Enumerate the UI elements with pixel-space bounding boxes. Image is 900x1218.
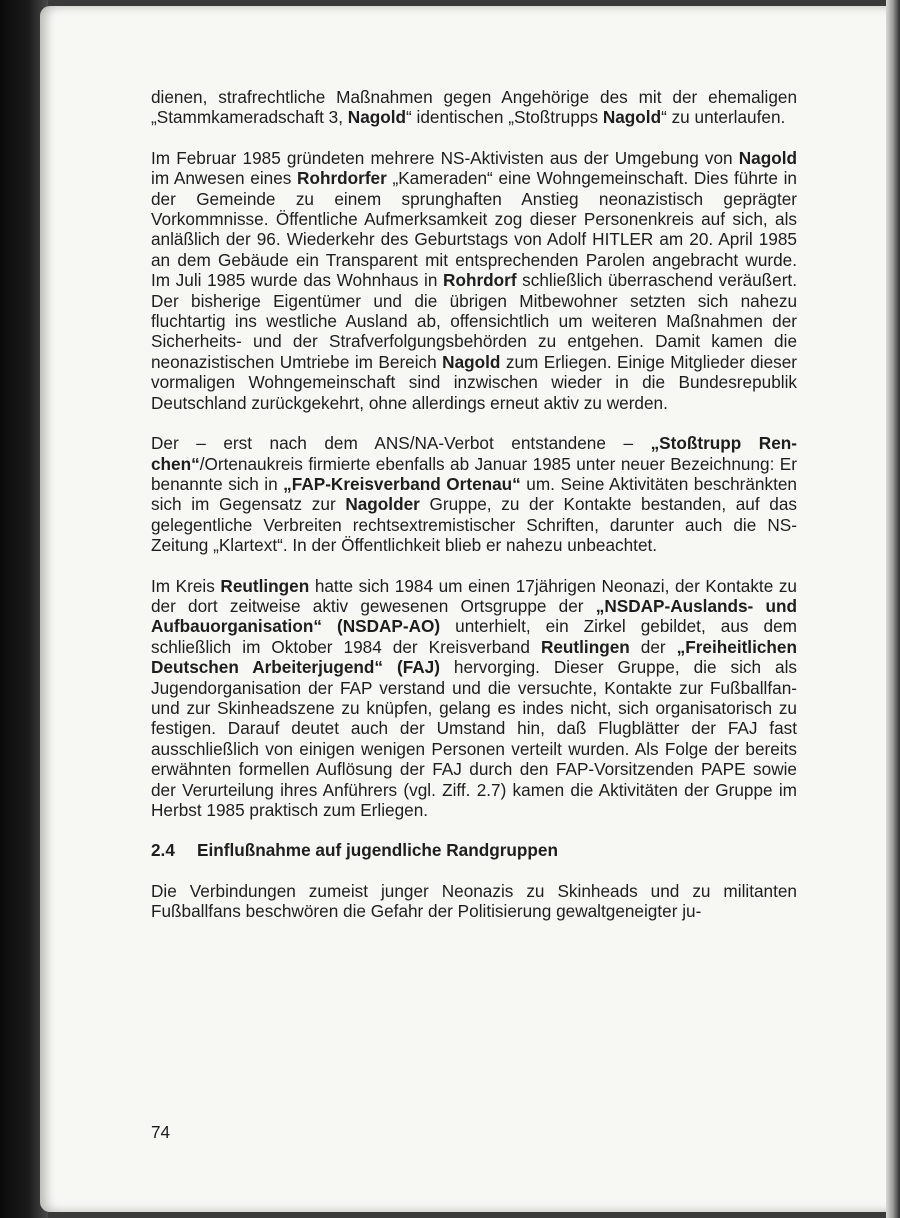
text-run: zum Erliegen. Einige Mitglieder dieser vormaligen Wohngemeinschaft sind inzwischen wieder in die Bundesrepublik Deutschland zurückgekehrt, ohne allerdings erneut aktiv zu werden.: [151, 351, 798, 413]
bold-run: Nagold: [347, 107, 407, 128]
page-number: 74: [151, 1122, 171, 1142]
page-text: [151, 87, 797, 942]
text-run: Die Verbindungen zumeist junger Neonazis zu Skinheads und zu militanten Fußballfans beschwören die Gefahr der Politisierung gewaltgeneigter ju-: [151, 880, 797, 922]
paragraph-2: [151, 148, 797, 413]
section-heading: [151, 840, 797, 860]
text-run: Der – erst nach dem ANS/NA-Verbot entstandene –: [151, 433, 651, 454]
paragraph-5: [151, 881, 797, 922]
text-run: Im Kreis: [151, 575, 221, 596]
text-run: dienen, strafrechtliche Maßnahmen gegen Angehörige des mit der ehemaligen „Stammkameradschaft 3,: [151, 87, 797, 128]
bold-run: Nagold: [442, 351, 501, 372]
text-run: “ identischen „Stoßtrupps: [406, 107, 603, 128]
bold-run: Rohrdorfer: [297, 168, 387, 189]
text-run: unterhielt, ein Zirkel gebildet, aus dem schließlich im Oktober 1984 der Kreisverband: [151, 616, 797, 657]
paragraph-1: [151, 87, 797, 128]
bold-run: „Stoßtrupp Renchen“: [151, 433, 797, 474]
text-run: schließlich überraschend veräußert. Der bisherige Eigentümer und die übrigen Mitbewohner setzten sich nahezu fluchtartig ins westliche Ausland ab, offensichtlich um weiteren Maßnahmen der Sicherheits- und der Strafverfolgungsbehörden zu entgehen. Damit kamen die neonazistischen Umtriebe im Bereich: [151, 270, 797, 372]
paragraph-3: [151, 433, 797, 555]
bold-run: Nagold: [602, 107, 662, 128]
text-run: /Ortenaukreis firmierte ebenfalls ab Januar 1985 unter neuer Bezeichnung: Er benannte sich in: [151, 453, 797, 494]
text-run: um. Seine Aktivitäten beschränkten sich im Gegensatz zur: [151, 473, 797, 515]
bold-run: Nagold: [738, 147, 797, 168]
paragraph-4: [151, 576, 797, 821]
bold-run: „Freiheitlichen Deutschen Arbeiterjugend“ (FAJ): [151, 636, 797, 678]
section-number: 2.4: [151, 840, 175, 861]
text-run: Im Februar 1985 gründeten mehrere NS-Aktivisten aus der Umgebung von: [151, 147, 739, 168]
bold-run: Reutlingen: [220, 575, 310, 596]
text-run: Gruppe, zu der Kontakte bestanden, auf das gelegentliche Verbreiten rechtsextremistischer Schriften, darunter auch die NS-Zeitung „Klartext“. In der Öffentlichkeit blieb er nahezu unbeachtet.: [151, 494, 798, 556]
text-run: im Anwesen eines: [151, 168, 298, 189]
bold-run: „FAP-Kreisverband Ortenau“: [283, 473, 521, 494]
bold-run: Nagolder: [345, 494, 420, 515]
text-run: der: [629, 636, 677, 657]
bold-run: Reutlingen: [540, 636, 630, 657]
text-run: “ zu unterlaufen.: [661, 107, 786, 128]
page-edge: [886, 0, 900, 1218]
text-run: „Kameraden“ eine Wohngemeinschaft. Dies führte in der Gemeinde zu einem sprunghaften Anstieg neonazistisch geprägter Vorkommnisse. Öffentliche Aufmerksamkeit zog dieser Personenkreis auf sich, als anläßlich der 96. Wiederkehr des Geburtstags von Adolf HITLER am 20. April 1985 an dem Gebäude ein Transparent mit entsprechenden Parolen angebracht wurde. Im Juli 1985 wurde das Wohnhaus in: [151, 168, 797, 291]
bold-run: „NSDAP-Auslands- und Aufbauorganisation“ (NSDAP-AO): [151, 595, 797, 637]
text-run: hervorging. Dieser Gruppe, die sich als Jugendorganisation der FAP verstand und die versuchte, Kontakte zur Fußballfan- und zur Skinheadszene zu knüpfen, gelang es indes nicht, sich organisatorisch zu festigen. Darauf deutet auch der Umstand hin, daß Flugblätter der FAJ fast ausschließlich von einigen wenigen Personen verteilt wurden. Als Folge der bereits erwähnten formellen Auflösung der FAJ durch den FAP-Vorsitzenden PAPE sowie der Verurteilung ihres Anführers (vgl. Ziff. 2.7) kamen die Aktivitäten der Gruppe im Herbst 1985 praktisch zum Erliegen.: [151, 657, 797, 820]
bold-run: Rohrdorf: [443, 270, 517, 291]
text-run: hatte sich 1984 um einen 17jährigen Neonazi, der Kontakte zu der dort zeitweise aktiv gewesenen Ortsgruppe der: [151, 575, 797, 616]
section-title: Einflußnahme auf jugendliche Randgruppen: [197, 840, 558, 861]
